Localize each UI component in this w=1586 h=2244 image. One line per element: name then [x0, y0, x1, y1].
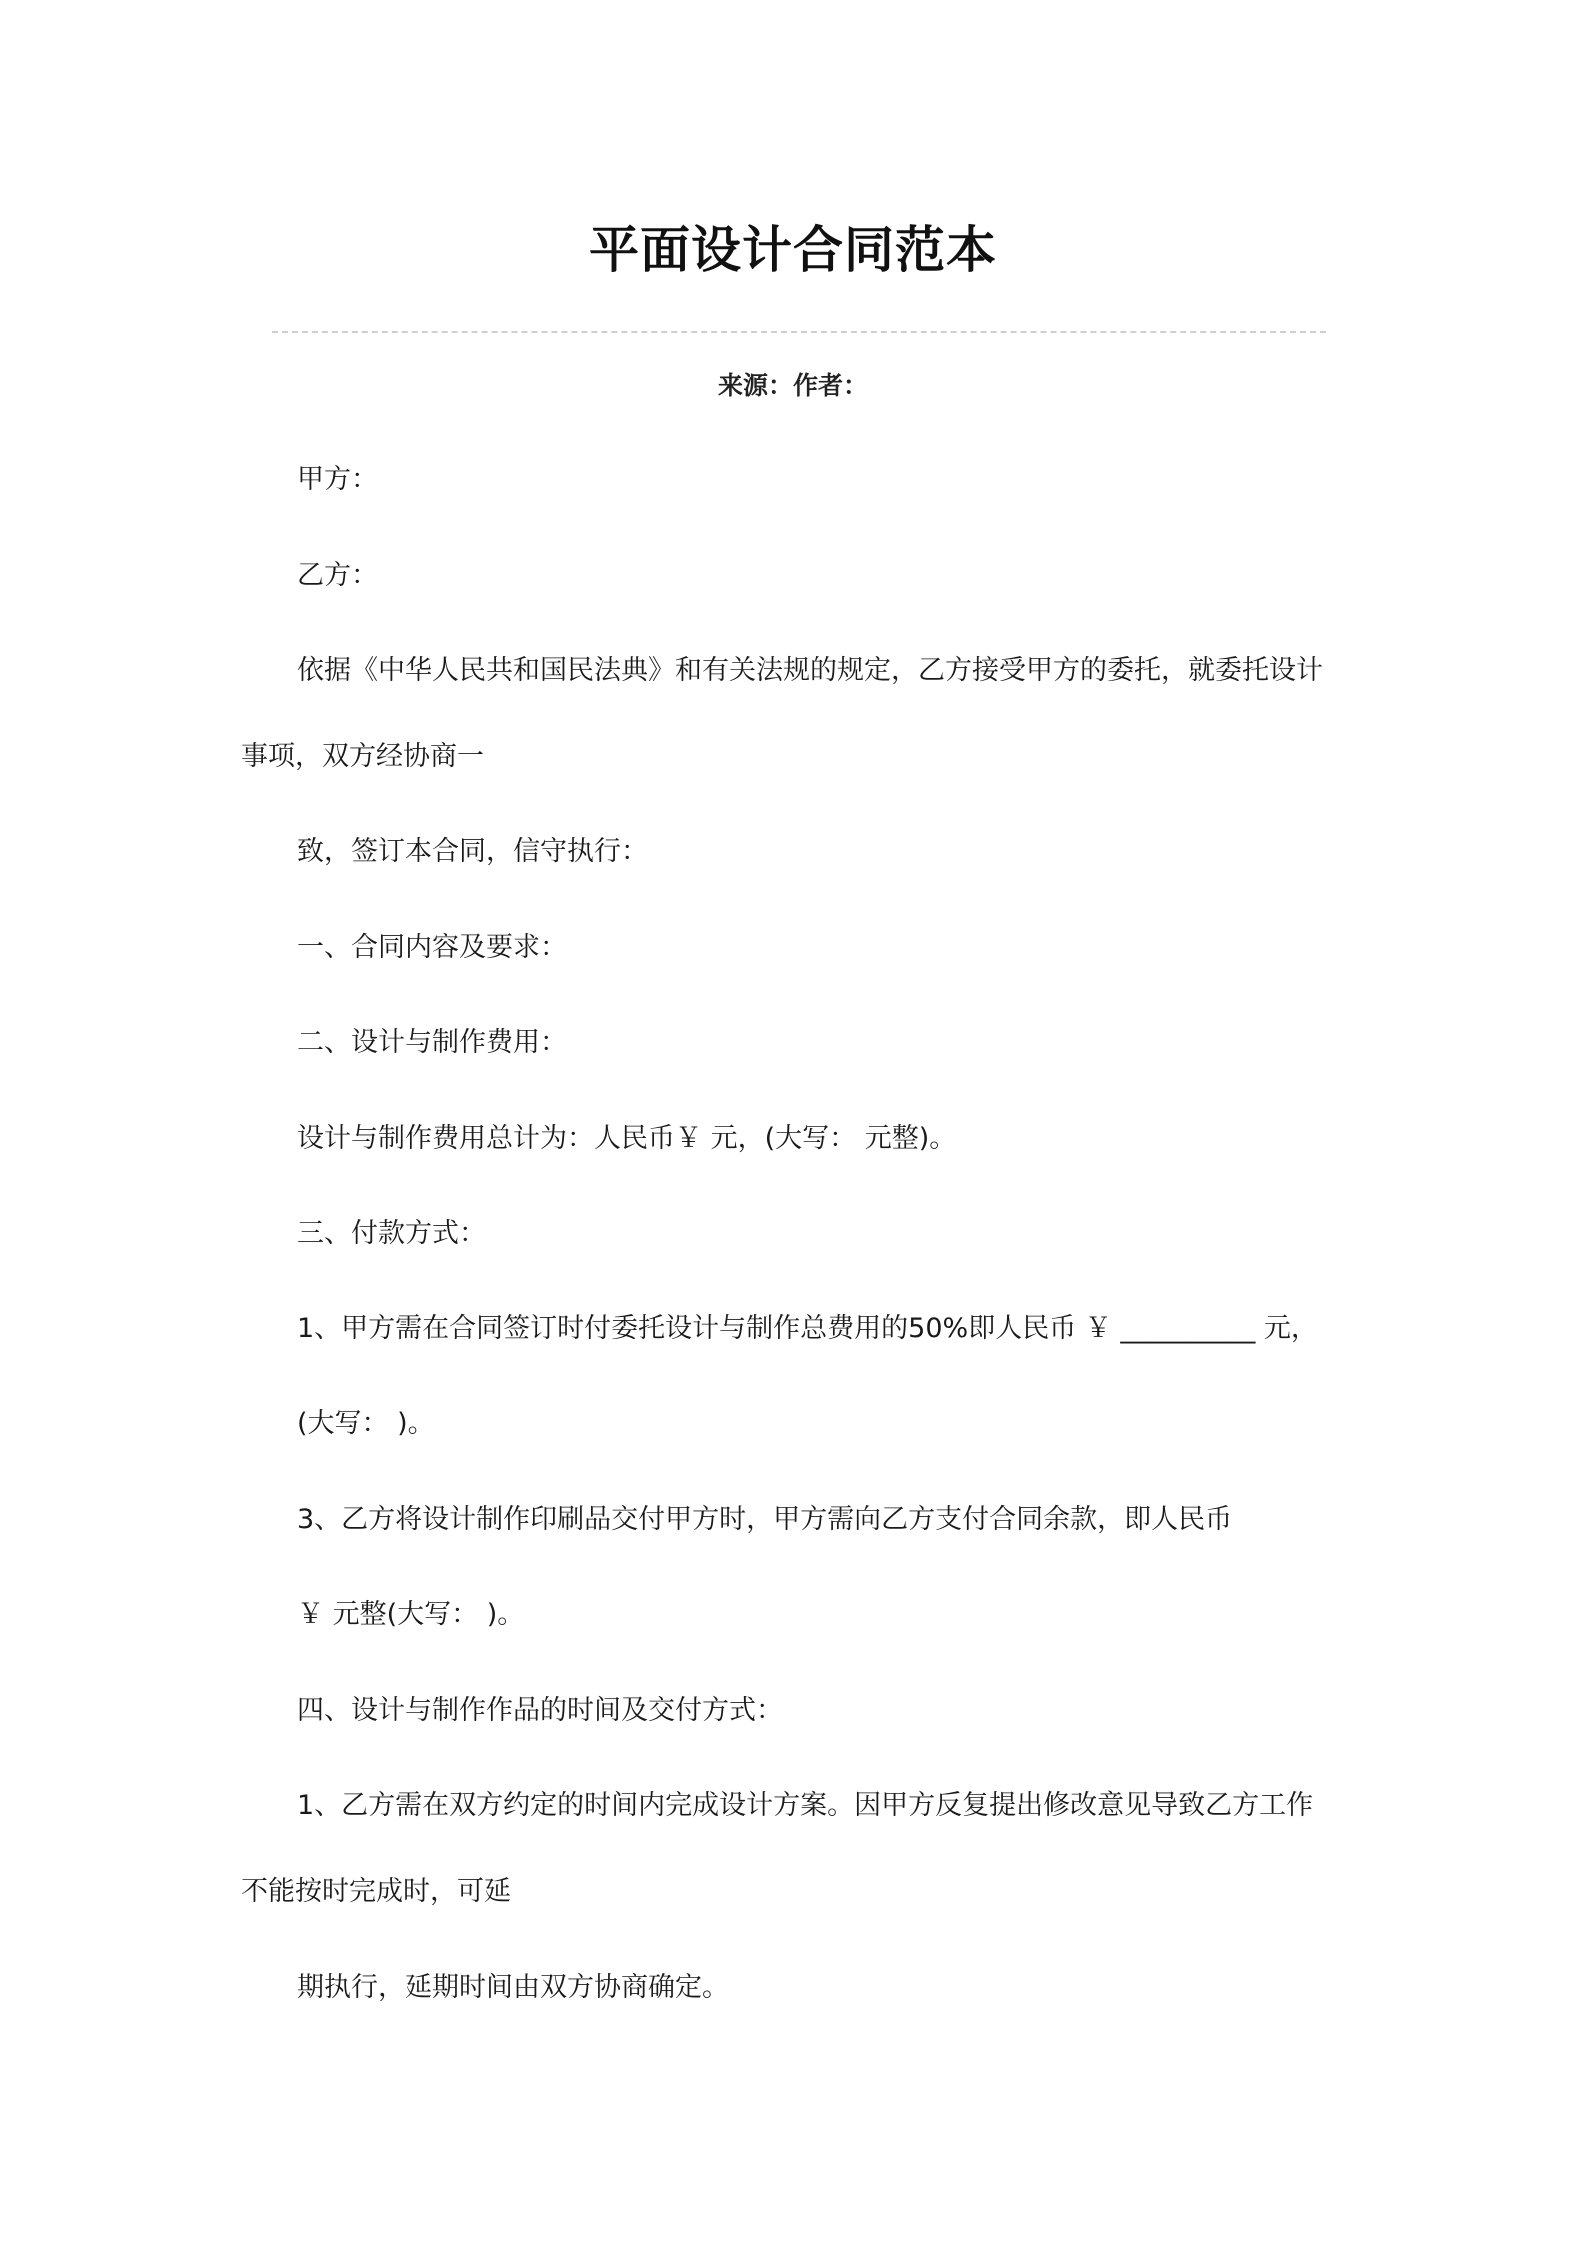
source-author-line: 来源：作者： [717, 371, 868, 400]
party-a-line: 甲方： [297, 464, 378, 495]
section-2-heading: 二、设计与制作费用： [297, 1027, 567, 1058]
delivery-item-1-line-1: 1、乙方需在双方约定的时间内完成设计方案。因甲方反复提出修改意见导致乙方工作 [297, 1790, 1314, 1821]
party-b-line: 乙方： [297, 560, 378, 591]
section-4-heading: 四、设计与制作作品的时间及交付方式： [297, 1695, 783, 1726]
preamble-line-2: 事项，双方经协商一 [241, 741, 484, 772]
preamble-line-3: 致，签订本合同，信守执行： [297, 836, 648, 867]
title-divider [272, 331, 1326, 333]
payment-item-3-amount: ￥ 元整(大写： )。 [297, 1599, 525, 1630]
payment-item-3: 3、乙方将设计制作印刷品交付甲方时，甲方需向乙方支付合同余款，即人民币 [297, 1504, 1233, 1535]
payment-item-1: 1、甲方需在合同签订时付委托设计与制作总费用的50%即人民币 ￥ __________ 元， [297, 1313, 1318, 1344]
preamble-line-1: 依据《中华人民共和国民法典》和有关法规的规定，乙方接受甲方的委托，就委托设计 [297, 655, 1323, 686]
document-title: 平面设计合同范本 [589, 221, 997, 279]
section-3-heading: 三、付款方式： [297, 1218, 486, 1249]
payment-item-1-uppercase: (大写： )。 [297, 1408, 435, 1439]
fee-total-line: 设计与制作费用总计为：人民币￥ 元，(大写： 元整)。 [297, 1123, 957, 1154]
section-1-heading: 一、合同内容及要求： [297, 932, 567, 963]
delivery-item-1-line-3: 期执行，延期时间由双方协商确定。 [297, 1972, 729, 2003]
delivery-item-1-line-2: 不能按时完成时，可延 [241, 1876, 511, 1907]
